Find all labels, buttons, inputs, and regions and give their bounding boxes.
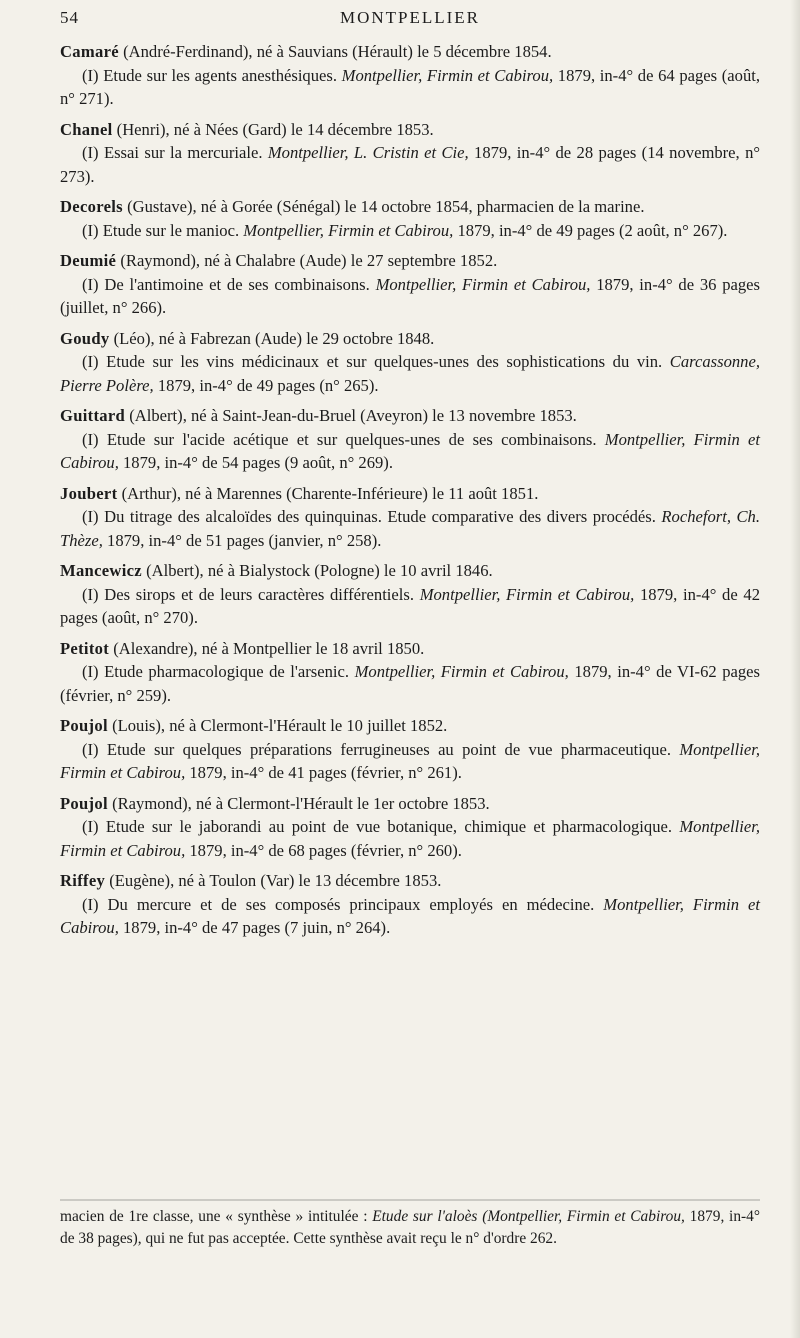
work-details: 1879, in-4° de 36 pages (juillet, n° 266). [60, 274, 760, 317]
author-name: Riffey [60, 871, 106, 890]
work-publisher: Montpellier, Firmin et Cabirou, [60, 817, 760, 860]
entry-work [60, 273, 760, 320]
author-name: Poujol [60, 793, 108, 813]
author-name: Decorels [60, 197, 123, 216]
thesis-entry [60, 404, 760, 475]
work-publisher: Montpellier, Firmin et Cabirou, [375, 274, 591, 294]
thesis-entries [60, 40, 760, 947]
entry-work [60, 893, 760, 940]
entry-work [60, 428, 760, 475]
work-details: 1879, in-4° de VI-62 pages (février, n° 259). [60, 662, 761, 705]
work-title: (I) Du titrage des alcaloïdes des quinquinas. Etude comparative des divers procédés. [82, 507, 662, 526]
entry-bio [60, 792, 760, 816]
work-publisher: Montpellier, Firmin et Cabirou, [354, 662, 569, 681]
footnote-separator [60, 1199, 760, 1201]
footnote-title-publisher: Etude sur l'aloès (Montpellier, Firmin et Cabirou, [372, 1208, 685, 1225]
work-publisher: Montpellier, Firmin et Cabirou, [243, 220, 454, 240]
work-title: (I) De l'antimoine et de ses combinaisons. [82, 274, 376, 294]
work-title: (I) Etude sur quelques préparations ferrugineuses au point de vue pharmaceutique. [82, 739, 680, 759]
work-details: 1879, in-4° de 49 pages (n° 265). [153, 375, 379, 395]
author-bio: (Louis), né à Clermont-l'Hérault le 10 juillet 1852. [112, 716, 448, 735]
author-name: Joubert [60, 483, 118, 503]
footnote-text: macien de 1re classe, une « synthèse » intitulée : [60, 1208, 373, 1225]
work-publisher: Montpellier, Firmin et Cabirou, [341, 65, 554, 85]
work-details: 1879, in-4° de 41 pages (février, n° 261). [185, 763, 462, 782]
work-title: (I) Des sirops et de leurs caractères différentiels. [82, 584, 420, 604]
work-title: (I) Etude sur l'acide acétique et sur quelques-unes de ses combinaisons. [82, 429, 605, 449]
work-publisher: Montpellier, Firmin et Cabirou, [419, 584, 635, 604]
work-title: (I) Essai sur la mercuriale. [82, 143, 268, 162]
entry-work [60, 815, 760, 862]
author-bio: (Raymond), né à Chalabre (Aude) le 27 septembre 1852. [120, 251, 498, 270]
entry-work [60, 660, 760, 707]
page-number: 54 [60, 8, 79, 27]
author-name: Camaré [60, 42, 119, 61]
work-details: 1879, in-4° de 68 pages (février, n° 260). [185, 840, 462, 860]
author-bio: (Albert), né à Saint-Jean-du-Bruel (Aveyron) le 13 novembre 1853. [129, 406, 577, 425]
work-publisher: Rochefort, Ch. Thèze, [60, 507, 760, 550]
entry-work [60, 350, 760, 397]
page-edge-shadow [790, 0, 800, 1338]
work-publisher: Carcassonne, Pierre Polère, [60, 352, 760, 395]
thesis-entry [60, 249, 760, 320]
author-name: Poujol [60, 716, 108, 735]
work-publisher: Montpellier, L. Cristin et Cie, [267, 143, 469, 162]
author-name: Mancewicz [60, 561, 142, 580]
work-title: (I) Etude sur les agents anesthésiques. [82, 65, 342, 85]
author-bio: (Albert), né à Bialystock (Pologne) le 10 avril 1846. [146, 561, 493, 580]
author-name: Petitot [60, 638, 110, 658]
author-bio: (Raymond), né à Clermont-l'Hérault le 1er octobre 1853. [112, 793, 490, 813]
thesis-entry [60, 482, 760, 553]
work-title: (I) Etude sur le jaborandi au point de vue botanique, chimique et pharmacologique. [82, 817, 680, 836]
work-publisher: Montpellier, Firmin et Cabirou, [60, 739, 760, 782]
thesis-entry [60, 118, 760, 189]
entry-bio [60, 327, 760, 351]
entry-work [60, 505, 760, 552]
author-name: Deumié [60, 251, 117, 270]
entry-work [60, 738, 760, 785]
thesis-entry [60, 869, 760, 940]
work-title: (I) Etude pharmacologique de l'arsenic. [82, 662, 355, 681]
thesis-entry [60, 637, 760, 708]
thesis-entry [60, 559, 760, 630]
thesis-entry [60, 792, 760, 863]
entry-bio [60, 40, 760, 64]
author-bio: (Léo), né à Fabrezan (Aude) le 29 octobre 1848. [113, 328, 435, 348]
work-publisher: Montpellier, Firmin et Cabirou, [60, 894, 760, 937]
work-details: 1879, in-4° de 47 pages (7 juin, n° 264). [118, 918, 391, 937]
entry-work [60, 64, 760, 111]
work-title: (I) Etude sur les vins médicinaux et sur quelques-unes des sophistications du vin. [82, 352, 670, 371]
entry-bio [60, 404, 760, 428]
entry-bio [60, 118, 760, 142]
author-name: Guittard [60, 406, 126, 425]
work-details: 1879, in-4° de 28 pages (14 novembre, n° 273). [60, 143, 760, 186]
entry-work [60, 583, 760, 630]
author-bio: (Gustave), né à Gorée (Sénégal) le 14 octobre 1854, pharmacien de la marine. [127, 197, 645, 216]
entry-bio [60, 637, 760, 661]
work-title: (I) Etude sur le manioc. [82, 220, 244, 240]
work-details: 1879, in-4° de 54 pages (9 août, n° 269). [118, 453, 393, 472]
author-name: Chanel [60, 119, 113, 139]
entry-bio [60, 195, 760, 219]
entry-bio [60, 714, 760, 738]
entry-work [60, 141, 760, 188]
thesis-entry [60, 195, 760, 242]
entry-bio [60, 249, 760, 273]
thesis-entry [60, 327, 760, 398]
entry-bio [60, 869, 760, 893]
entry-bio [60, 559, 760, 583]
entry-work [60, 219, 760, 243]
author-bio: (Henri), né à Nées (Gard) le 14 décembre 1853. [116, 119, 434, 139]
running-head: MONTPELLIER [339, 8, 481, 27]
thesis-entry [60, 40, 760, 111]
author-bio: (Arthur), né à Marennes (Charente-Inférieure) le 11 août 1851. [121, 483, 539, 503]
work-details: 1879, in-4° de 42 pages (août, n° 270). [60, 584, 760, 627]
work-details: 1879, in-4° de 51 pages (janvier, n° 258). [102, 530, 382, 550]
work-details: 1879, in-4° de 49 pages (2 août, n° 267). [453, 220, 728, 240]
footnote-details: 1879, in-4° de 38 pages), qui ne fut pas acceptée. Cette synthèse avait reçu le n° d'ordre 262. [60, 1208, 761, 1247]
work-details: 1879, in-4° de 64 pages (août, n° 271). [60, 65, 760, 108]
footnote [60, 1206, 760, 1250]
work-title: (I) Du mercure et de ses composés principaux employés en médecine. [82, 894, 604, 914]
author-bio: (André-Ferdinand), né à Sauvians (Hérault) le 5 décembre 1854. [123, 42, 552, 61]
entry-bio [60, 482, 760, 506]
author-bio: (Alexandre), né à Montpellier le 18 avril 1850. [113, 638, 425, 658]
work-publisher: Montpellier, Firmin et Cabirou, [60, 429, 760, 472]
author-name: Goudy [60, 328, 110, 348]
author-bio: (Eugène), né à Toulon (Var) le 13 décembre 1853. [109, 871, 442, 890]
page-header [60, 8, 760, 32]
thesis-entry [60, 714, 760, 785]
